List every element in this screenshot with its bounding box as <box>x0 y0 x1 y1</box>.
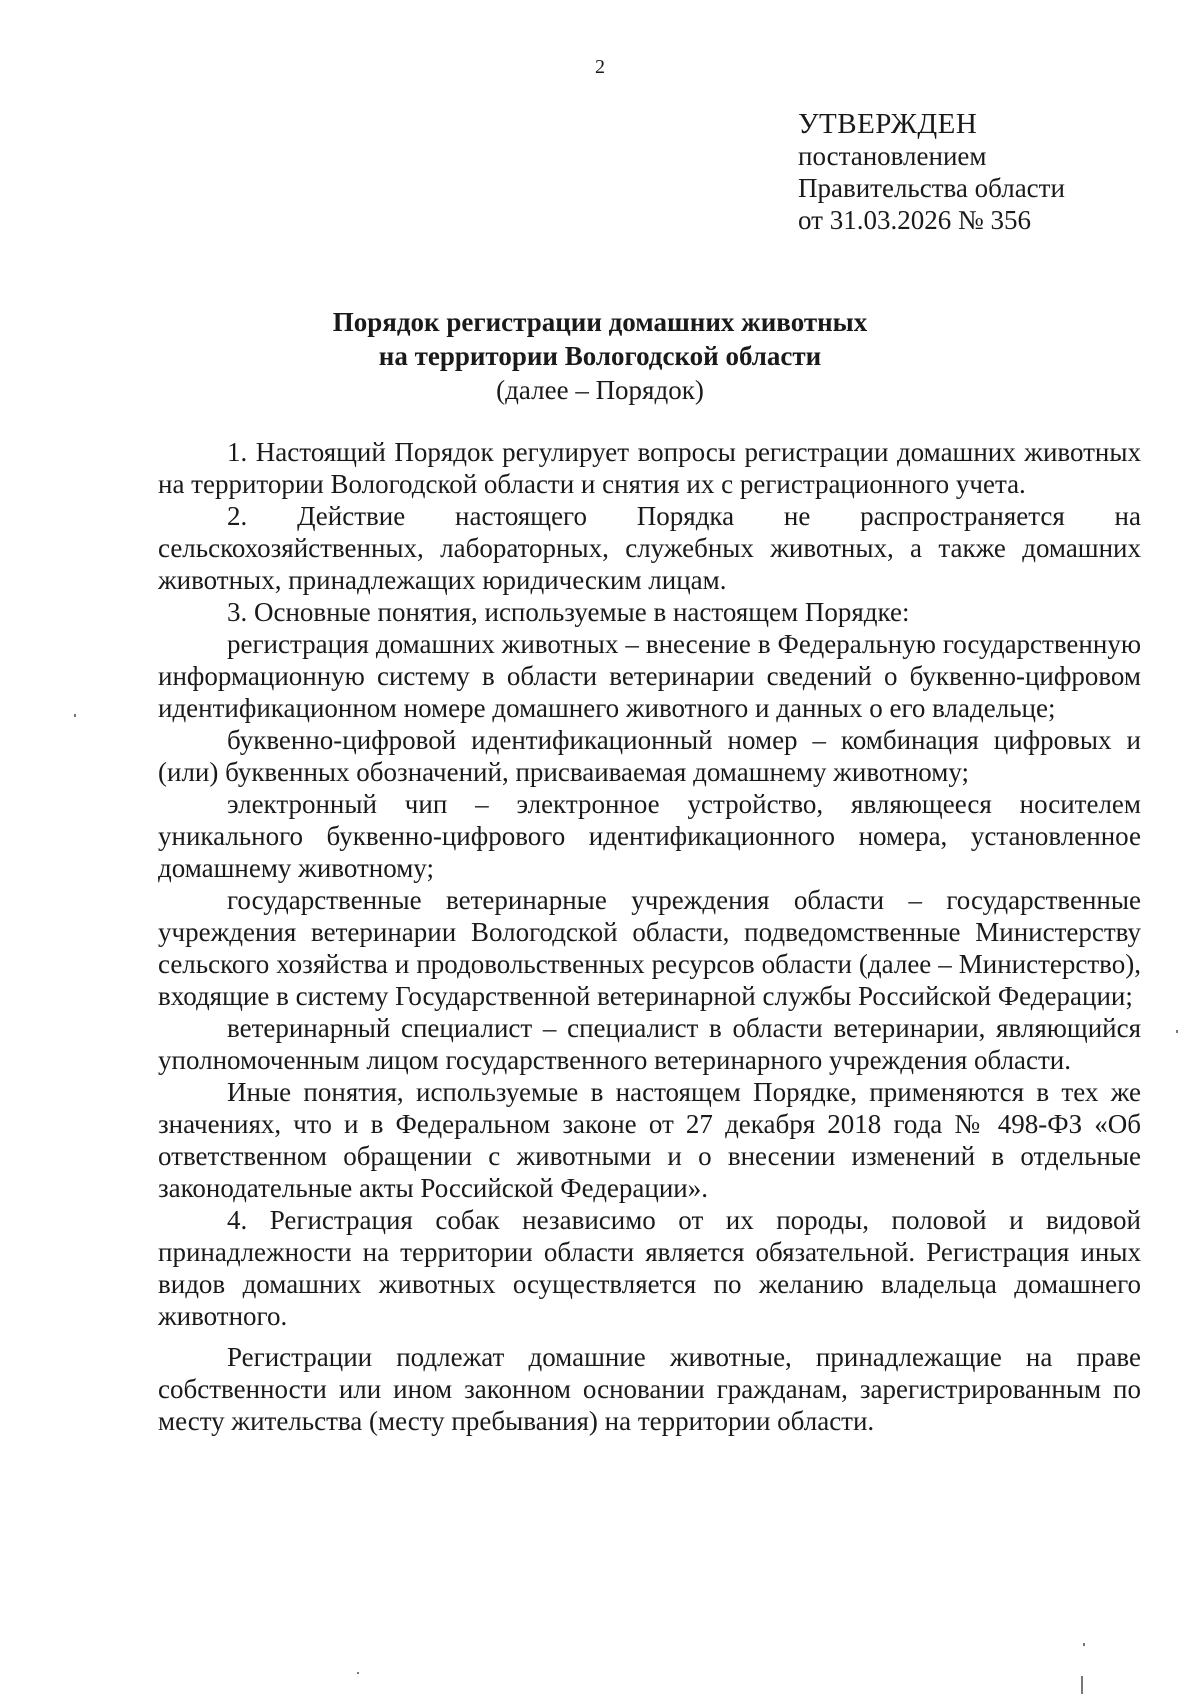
document-title <box>0 305 1200 407</box>
scan-speck <box>1081 1676 1083 1694</box>
scan-speck <box>1176 1030 1178 1033</box>
definition-vet-specialist: ветеринарный специалист – специалист в области ветеринарии, являющийся уполномоченным лицом государственного ветеринарного учреждения области. <box>158 1013 1141 1075</box>
definition-id-number: буквенно-цифровой идентификационный номер – комбинация цифровых и (или) буквенных обозначений, присваиваемая домашнему животному; <box>158 725 1141 787</box>
scan-speck <box>74 714 76 717</box>
paragraph-registration-subject: Регистрации подлежат домашние животные, принадлежащие на праве собственности или ином законном основании гражданам, зарегистрированным по месту жительства (месту пребывания) на территории области. <box>158 1342 1141 1436</box>
paragraph-4: 4. Регистрация собак независимо от их породы, половой и видовой принадлежности на территории области является обязательной. Регистрация иных видов домашних животных осуществляется по желанию владельца домашнего животного. <box>158 1205 1141 1331</box>
paragraph-3: 3. Основные понятия, используемые в настоящем Порядке: <box>227 597 910 627</box>
document-body <box>158 436 1141 1437</box>
approval-line-1: постановлением <box>798 141 987 171</box>
paragraph-2: 2. Действие настоящего Порядка не распространяется на сельскохозяйственных, лабораторных, служебных животных, а также домашних животных, принадлежащих юридическим лицам. <box>158 501 1141 595</box>
definition-chip: электронный чип – электронное устройство, являющееся носителем уникального буквенно-цифрового идентификационного номера, установленное домашнему животному; <box>158 789 1141 883</box>
definition-registration: регистрация домашних животных – внесение в Федеральную государственную информационную систему в области ветеринарии сведений о буквенно-цифровом идентификационном номере домашнего животного и данных о его владельце; <box>158 629 1141 723</box>
paragraph-1: 1. Настоящий Порядок регулирует вопросы регистрации домашних животных на территории Вологодской области и снятия их с регистрационного учета. <box>158 437 1141 499</box>
approval-heading: УТВЕРЖДЕН <box>798 108 978 140</box>
title-line-1: Порядок регистрации домашних животных <box>332 307 868 337</box>
approval-line-3: от 31.03.2026 № 356 <box>798 205 1031 235</box>
title-line-3: (далее – Порядок) <box>496 375 704 405</box>
scan-speck <box>357 1672 359 1674</box>
title-line-2: на территории Вологодской области <box>378 341 822 371</box>
approval-line-2: Правительства области <box>798 173 1065 203</box>
scan-speck <box>1083 1643 1085 1646</box>
page-number: 2 <box>595 56 605 78</box>
definition-vet-institutions: государственные ветеринарные учреждения области – государственные учреждения ветеринарии Вологодской области, подведомственные Министерству сельского хозяйства и продовольственных ресурсов области (далее – Министерство), входящие в систему Государственной ветеринарной службы Российской Федерации; <box>158 885 1141 1011</box>
paragraph-other-terms: Иные понятия, используемые в настоящем Порядке, применяются в тех же значениях, что и в Федеральном законе от 27 декабря 2018 года № 498-ФЗ «Об ответственном обращении с животными и о внесении изменений в отдельные законодательные акты Российской Федерации». <box>158 1077 1141 1203</box>
approval-stamp-block <box>798 108 1178 236</box>
